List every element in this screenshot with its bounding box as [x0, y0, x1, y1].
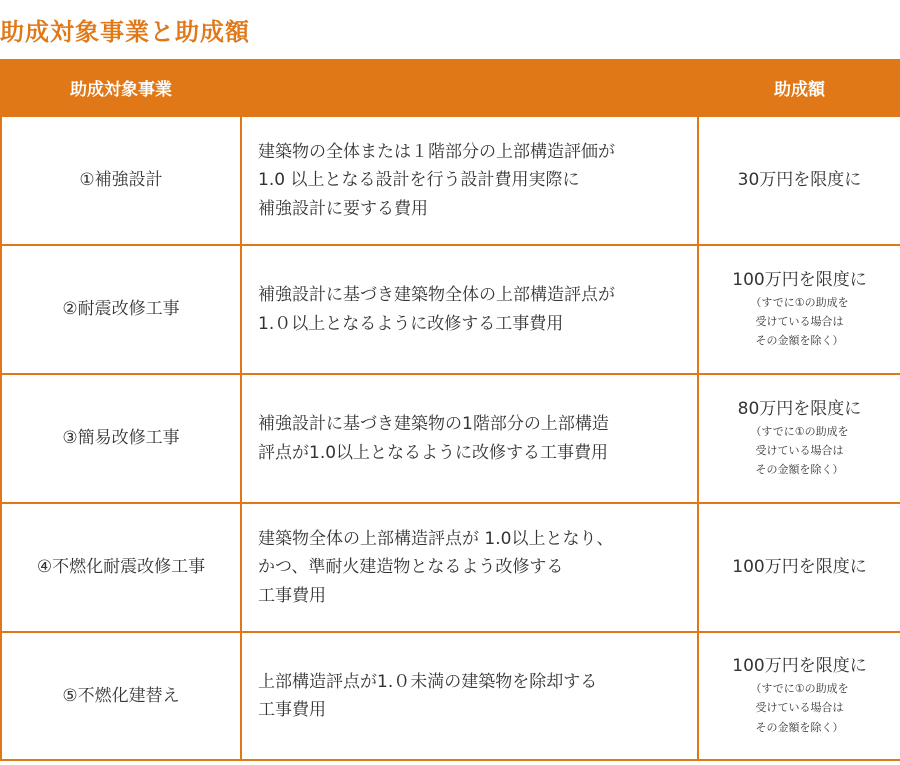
note-line: 受けている場合は	[755, 701, 844, 715]
note-line: 受けている場合は	[755, 314, 844, 328]
header-amount: 助成額	[698, 59, 900, 116]
project-description	[241, 374, 698, 503]
project-name: ④不燃化耐震改修工事	[1, 503, 241, 632]
description-line: 1.０以上となるように改修する工事費用	[258, 313, 564, 334]
description-line: 上部構造評点が1.０未満の建築物を除却する	[258, 671, 598, 692]
subsidy-amount: 30万円を限度に	[737, 170, 862, 191]
subsidy-amount-cell	[698, 374, 900, 503]
project-name: ③簡易改修工事	[1, 374, 241, 503]
description-line: 補強設計に要する費用	[258, 198, 428, 219]
subsidy-table	[0, 59, 900, 761]
table-row	[1, 116, 900, 245]
description-line: 工事費用	[258, 700, 326, 720]
project-description	[241, 503, 698, 632]
description-line: 補強設計に基づき建築物の1階部分の上部構造	[258, 414, 609, 435]
project-name: ①補強設計	[1, 116, 241, 245]
header-description	[241, 59, 698, 116]
table-row	[1, 245, 900, 374]
subsidy-amount-cell	[698, 116, 900, 245]
note-line: その金額を除く）	[755, 463, 844, 477]
description-line: 評点が1.0以上となるように改修する工事費用	[258, 442, 609, 463]
subsidy-amount: 80万円を限度に	[737, 398, 862, 419]
subsidy-amount: 100万円を限度に	[732, 557, 867, 578]
description-line: 工事費用	[258, 585, 326, 606]
page-title: 助成対象事業と助成額	[0, 18, 250, 46]
subsidy-amount-cell	[698, 632, 900, 760]
table-row	[1, 503, 900, 632]
project-description	[241, 245, 698, 374]
description-line: 建築物の全体または１階部分の上部構造評価が	[258, 142, 615, 163]
header-project: 助成対象事業	[1, 59, 241, 116]
project-description	[241, 116, 698, 245]
table-row	[1, 374, 900, 503]
amount-note	[699, 679, 900, 737]
table-header-row	[1, 59, 900, 116]
project-name: ②耐震改修工事	[1, 245, 241, 374]
description-line: 建築物全体の上部構造評点が 1.0以上となり、	[258, 529, 614, 550]
description-line: かつ、準耐火建造物となるよう改修する	[258, 557, 564, 578]
table-row	[1, 632, 900, 760]
description-line: 補強設計に基づき建築物全体の上部構造評点が	[258, 285, 615, 306]
project-description	[241, 632, 698, 760]
note-line: （すでに①の助成を	[750, 424, 849, 438]
subsidy-amount: 100万円を限度に	[732, 269, 867, 290]
note-line: 受けている場合は	[755, 443, 844, 457]
subsidy-amount-cell	[698, 503, 900, 632]
project-name: ⑤不燃化建替え	[1, 632, 241, 760]
note-line: （すでに①の助成を	[750, 295, 849, 309]
amount-note	[699, 422, 900, 480]
subsidy-amount: 100万円を限度に	[732, 656, 867, 677]
note-line: その金額を除く）	[755, 720, 844, 734]
description-line: 1.0 以上となる設計を行う設計費用実際に	[258, 170, 580, 191]
amount-note	[699, 293, 900, 351]
subsidy-amount-cell	[698, 245, 900, 374]
note-line: その金額を除く）	[755, 334, 844, 348]
note-line: （すでに①の助成を	[750, 682, 849, 696]
